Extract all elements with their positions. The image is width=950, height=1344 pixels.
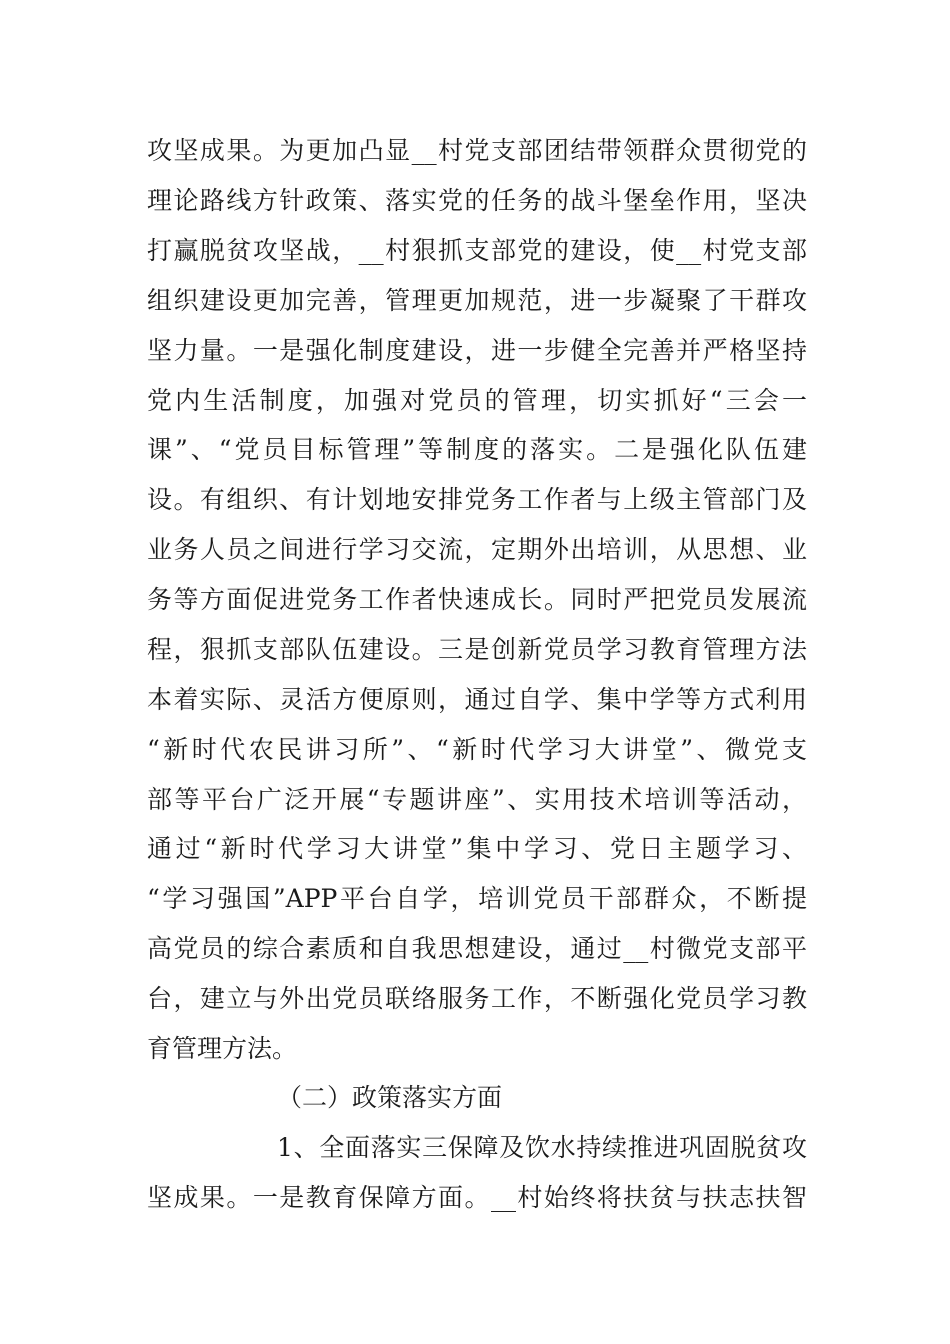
paragraph-line: 设。有组织、有计划地安排党务工作者与上级主管部门及 bbox=[147, 485, 807, 514]
paragraph-line: 攻坚成果。为更加凸显__村党支部团结带领群众贯彻党的 bbox=[147, 136, 807, 165]
paragraph-line: “学习强国”APP平台自学，培训党员干部群众，不断提 bbox=[147, 884, 807, 913]
paragraph-line: 业务人员之间进行学习交流，定期外出培训，从思想、业 bbox=[147, 535, 807, 564]
paragraph-line: 坚成果。一是教育保障方面。__村始终将扶贫与扶志扶智 bbox=[147, 1183, 807, 1212]
paragraph-line: 务等方面促进党务工作者快速成长。同时严把党员发展流 bbox=[147, 585, 807, 614]
paragraph-line: 党内生活制度，加强对党员的管理，切实抓好“三会一 bbox=[147, 386, 807, 415]
paragraph-line: 组织建设更加完善，管理更加规范，进一步凝聚了干群攻 bbox=[147, 286, 807, 315]
paragraph-line: 理论路线方针政策、落实党的任务的战斗堡垒作用，坚决 bbox=[147, 186, 807, 215]
paragraph-line: 程，狠抓支部队伍建设。三是创新党员学习教育管理方法 bbox=[147, 635, 807, 664]
paragraph-line: 打赢脱贫攻坚战，__村狠抓支部党的建设，使__村党支部 bbox=[147, 236, 807, 265]
paragraph-first-line: 1、全面落实三保障及饮水持续推进巩固脱贫攻 bbox=[277, 1133, 807, 1162]
paragraph-line: 本着实际、灵活方便原则，通过自学、集中学等方式利用 bbox=[147, 685, 807, 714]
section-heading: （二）政策落实方面 bbox=[277, 1083, 503, 1112]
paragraph-line: 课”、“党员目标管理”等制度的落实。二是强化队伍建 bbox=[147, 435, 807, 464]
paragraph-line: 部等平台广泛开展“专题讲座”、实用技术培训等活动， bbox=[147, 785, 807, 814]
paragraph-line: 育管理方法。 bbox=[147, 1034, 298, 1063]
paragraph-line: 坚力量。一是强化制度建设，进一步健全完善并严格坚持 bbox=[147, 336, 807, 365]
paragraph-line: “新时代农民讲习所”、“新时代学习大讲堂”、微党支 bbox=[147, 735, 807, 764]
paragraph-line: 通过“新时代学习大讲堂”集中学习、党日主题学习、 bbox=[147, 834, 807, 863]
paragraph-line: 台，建立与外出党员联络服务工作，不断强化党员学习教 bbox=[147, 984, 807, 1013]
paragraph-line: 高党员的综合素质和自我思想建设，通过__村微党支部平 bbox=[147, 934, 807, 963]
